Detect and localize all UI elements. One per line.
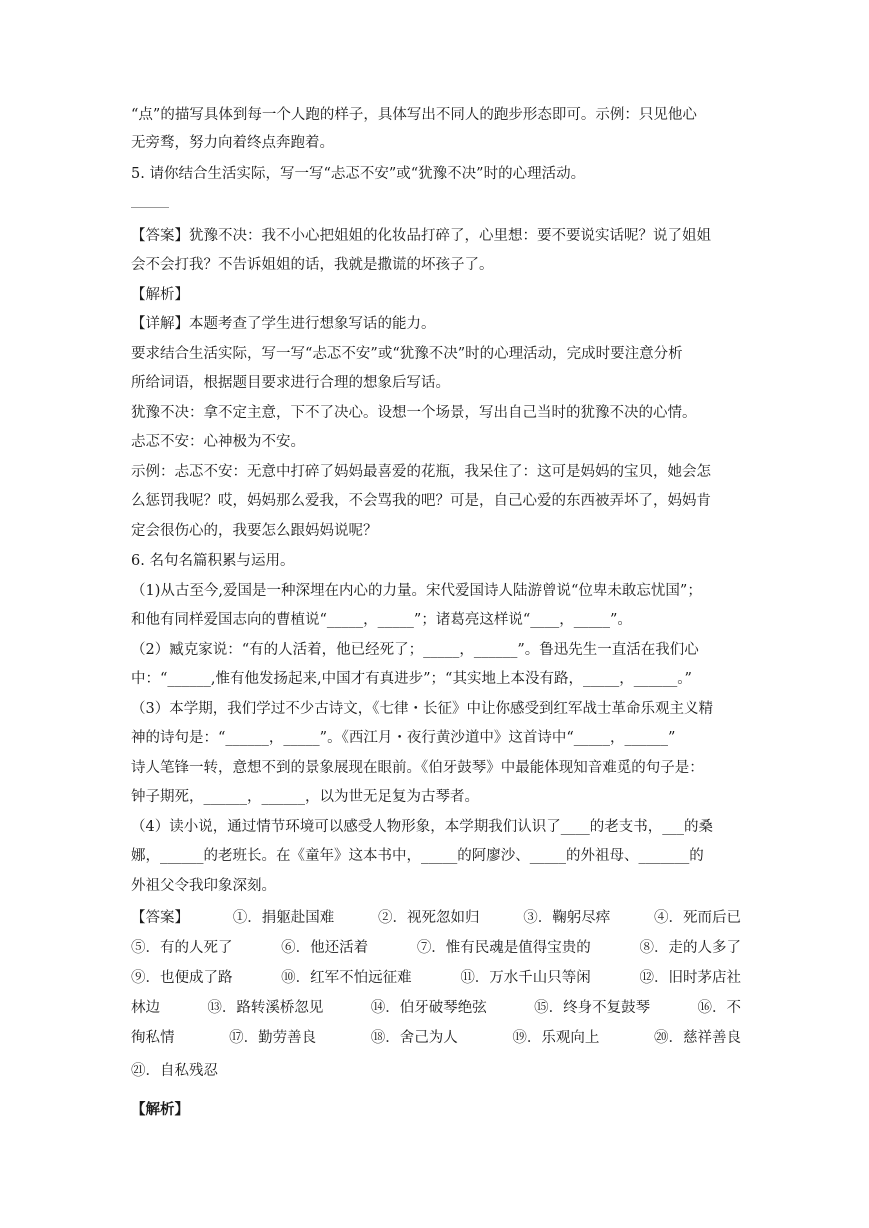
answer-item: ⑤．有的人死了 [131,940,233,956]
q6-answers-row-1 [131,908,741,928]
q6-sub3-line2: 神的诗句是：“______，_____”。《西江月・夜行黄沙道中》这首诗中“_____，______” [131,730,676,746]
q5-para4-line3: 定会很伤心的，我要怎么跟妈妈说呢？ [131,523,378,539]
q5-answer-line-2: 会不会打我？不告诉姐姐的话，我就是撒谎的坏孩子了。 [131,257,494,273]
q6-answers-row-2 [131,938,741,958]
answer-item: ⑨．也便成了路 [131,970,233,986]
answer-item: ⑪．万水千山只等闲 [460,970,591,986]
answer-item: ⑱．舍己为人 [370,1030,458,1046]
q6-answers-row-3 [131,968,741,988]
q6-answers-row-5 [131,1028,741,1048]
answer-item: ⑰．勤劳善良 [229,1030,317,1046]
answer-item: 徇私情 [131,1030,175,1046]
answer-item: ⑧．走的人多了 [639,940,741,956]
answer-blank-line [131,207,169,208]
q5-para2: 犹豫不决：拿不定主意，下不了决心。设想一个场景，写出自己当时的犹豫不决的心情。 [131,405,697,421]
q5-para3: 忐忑不安：心神极为不安。 [131,434,305,450]
q5-detail: 【详解】本题考查了学生进行想象写话的能力。 [131,316,436,332]
q5-para1-line1: 要求结合生活实际，写一写“忐忑不安”或“犹豫不决”时的心理活动，完成时要注意分析 [131,346,683,362]
answer-item: ⑦．惟有民魂是值得宝贵的 [416,940,591,956]
answer-item: ②．视死忽如归 [378,910,480,926]
q6-answers-row-6 [131,1061,741,1081]
q6-answers-row-4 [131,998,741,1018]
answer-item: ①．捐躯赴国难 [232,910,335,926]
q5-answer-line-1: 【答案】犹豫不决：我不小心把姐姐的化妆品打碎了，心里想：要不要说实话呢？说了姐姐 [131,228,711,244]
q6-sub2-line1: （2）臧克家说：“有的人活着，他已经死了；_____，______”。鲁迅先生一直活在我们心 [131,642,699,658]
q6-sub2-line2: 中：“______,惟有他发扬起来,中国才有真进步”；“其实地上本没有路，_____，______。” [131,671,692,687]
answer-item: ⑳．慈祥善良 [654,1030,741,1046]
answer-item: ⑮．终身不复鼓琴 [534,1000,651,1016]
answer-item: ㉑．自私残忍 [131,1063,218,1079]
q6-sub3-line4: 钟子期死，______，______，以为世无足复为古琴者。 [131,789,479,805]
q6-sub4-line3: 外祖父令我印象深刻。 [131,878,276,894]
q6-sub1-line1: （1)从古至今,爱国是一种深埋在内心的力量。宋代爱国诗人陆游曾说“位卑未敢忘忧国”； [131,583,702,599]
answer-item: ⑫．旧时茅店社 [639,970,741,986]
q5-para4-line1: 示例：忐忑不安：无意中打碎了妈妈最喜爱的花瓶，我呆住了：这可是妈妈的宝贝，她会怎 [131,464,711,480]
answer-item: ⑬．路转溪桥忽见 [207,1000,324,1016]
q6-sub3-line1: （3）本学期，我们学过不少古诗文，《七律・长征》中让你感受到红军战士革命乐观主义精 [131,701,713,717]
q5-para1-line2: 所给词语，根据题目要求进行合理的想象后写话。 [131,375,450,391]
answer-item: ④．死而后已 [654,910,741,926]
question-5: 5. 请你结合生活实际，写一写“忐忑不安”或“犹豫不决”时的心理活动。 [131,166,586,182]
q6-analysis-label: 【解析】 [131,1101,189,1118]
question-6: 6. 名句名篇积累与运用。 [131,553,295,569]
answer-item: ⑯．不 [697,1000,741,1016]
intro-line-2: 无旁骛，努力向着终点奔跑着。 [131,135,334,151]
answer-item: 林边 [131,1000,160,1016]
q5-para4-line2: 么惩罚我呢？哎，妈妈那么爱我，不会骂我的吧？可是，自己心爱的东西被弄坏了，妈妈肯 [131,493,711,509]
q6-sub4-line2: 娜，______的老班长。在《童年》这本书中，_____的阿廖沙、_____的外祖母、_______的 [131,848,704,864]
q5-analysis-label: 【解析】 [131,287,189,303]
q6-answer-label: 【答案】 [131,910,189,926]
intro-line-1: “点”的描写具体到每一个人跑的样子，具体写出不同人的跑步形态即可。示例：只见他心 [131,107,697,123]
answer-item: ⑭．伯牙破琴绝弦 [370,1000,487,1016]
answer-item: ③．鞠躬尽瘁 [523,910,611,926]
answer-item: ⑲．乐观向上 [512,1030,600,1046]
q6-sub3-line3: 诗人笔锋一转，意想不到的景象展现在眼前。《伯牙鼓琴》中最能体现知音难觅的句子是： [131,760,704,776]
q6-sub1-line2: 和他有同样爱国志向的曹植说“_____，_____”；诸葛亮这样说“____，_____”。 [131,612,632,628]
q6-sub4-line1: （4）读小说，通过情节环境可以感受人物形象，本学期我们认识了____的老支书，___的桑 [131,819,713,835]
answer-item: ⑩．红军不怕远征难 [281,970,412,986]
answer-item: ⑥．他还活着 [281,940,369,956]
